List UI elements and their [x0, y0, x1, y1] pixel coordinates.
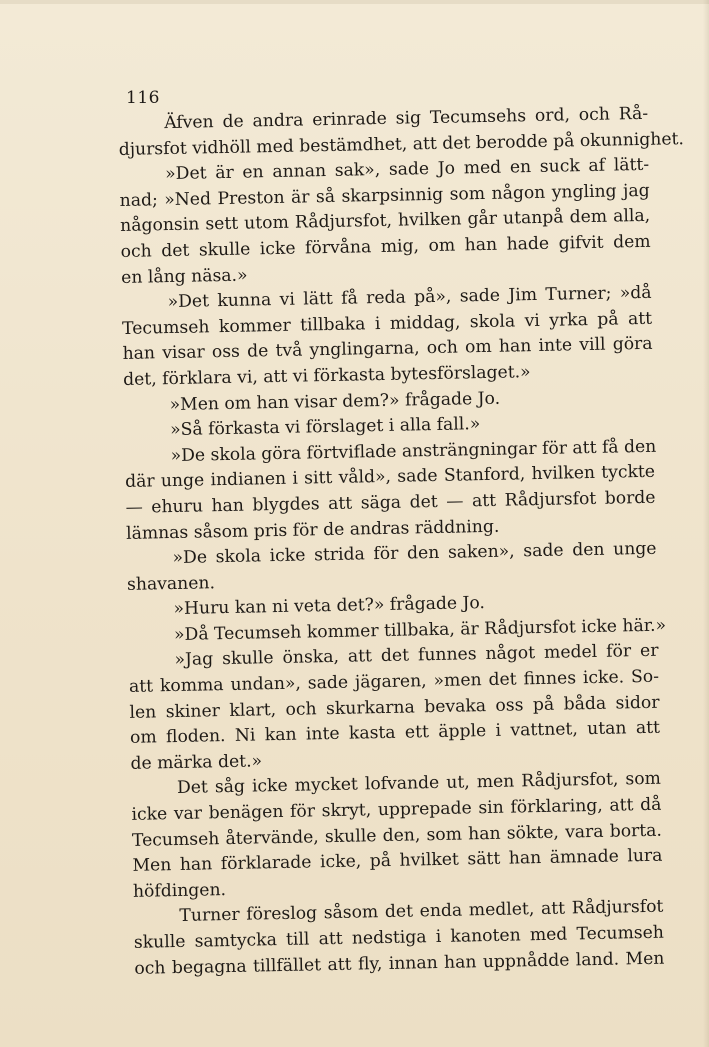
- text-line: »De skola göra förtviflade ansträngningar för att få den: [170, 436, 657, 466]
- page-edge-shadow: [703, 0, 709, 1047]
- text-line: skulle samtycka till att nedstiga i kanoten med Tecumseh: [133, 922, 665, 953]
- text-line: »De skola icke strida för den saken», sade den unge: [172, 538, 657, 569]
- text-line: Men han förklarade icke, på hvilket sätt han ämnade lura: [132, 845, 663, 877]
- text-line: och det skulle icke förvåna mig, om han hade gifvit dem: [120, 231, 651, 262]
- text-line: »Huru kan ni veta det?» frågade Jo.: [173, 593, 486, 620]
- text-line: höfdingen.: [132, 879, 227, 902]
- text-line: »Det är en annan sak», sade Jo med en suck af lätt-: [165, 155, 650, 185]
- body-text: [118, 102, 685, 982]
- page-number: 116: [126, 88, 160, 108]
- text-line: det, förklara vi, att vi förkasta bytesförslaget.»: [122, 362, 531, 390]
- text-line: där unge indianen i sitt våld», sade Stanford, hvilken tyckte: [124, 462, 656, 493]
- text-line: de märka det.»: [130, 751, 263, 774]
- text-line: om floden. Ni kan inte kasta ett äpple i vattnet, utan att: [129, 717, 661, 749]
- text-line: lämnas såsom pris för de andras räddning.: [125, 516, 500, 544]
- text-line: »Så förkasta vi förslaget i alla fall.»: [169, 414, 481, 441]
- text-line: »Jag skulle önska, att det funnes något medel för er: [174, 641, 659, 671]
- text-line: len skiner klart, och skurkarna bevaka oss på båda sidor: [129, 692, 660, 723]
- text-line: nad; »Ned Preston är så skarpsinnig som någon yngling jag: [119, 180, 650, 211]
- text-line: Tecumseh kommer tillbaka i middag, skola vi yrka på att: [121, 308, 653, 339]
- text-line: »Då Tecumseh kommer tillbaka, är Rådjursfot icke här.»: [173, 615, 667, 645]
- text-line: djursfot vidhöll med bestämdhet, att det berodde på okunnighet.: [118, 128, 685, 160]
- text-line: och begagna tillfället att fly, innan han uppnådde land. Men: [134, 948, 665, 979]
- text-line: Tecumseh återvände, skulle den, som han sökte, vara borta.: [131, 820, 663, 851]
- text-line: »Men om han visar dem?» frågade Jo.: [169, 388, 501, 415]
- text-line: — ehuru han blygdes att säga det — att Rådjursfot borde: [125, 487, 656, 518]
- text-line: han visar oss de två ynglingarna, och om han inte vill göra: [122, 334, 653, 365]
- page-top-edge: [0, 0, 709, 4]
- text-line: Äfven de andra erinrade sig Tecumsehs ord, och Rå-: [164, 103, 649, 134]
- text-line: att komma undan», sade jägaren, »men det finnes icke. So-: [128, 666, 660, 697]
- text-line: »Det kunna vi lätt få reda på», sade Jim Turner; »då: [167, 282, 652, 313]
- text-line: icke var benägen för skryt, upprepade sin förklaring, att då: [131, 794, 662, 825]
- text-line: någonsin sett utom Rådjursfot, hvilken går utanpå dem alla,: [120, 206, 651, 237]
- text-line: Det såg icke mycket lofvande ut, men Rådjursfot, som: [176, 769, 662, 799]
- text-line: en lång näsa.»: [120, 265, 248, 288]
- text-line: Turner föreslog såsom det enda medlet, att Rådjursfot: [179, 897, 664, 927]
- text-line: shavanen.: [126, 572, 216, 595]
